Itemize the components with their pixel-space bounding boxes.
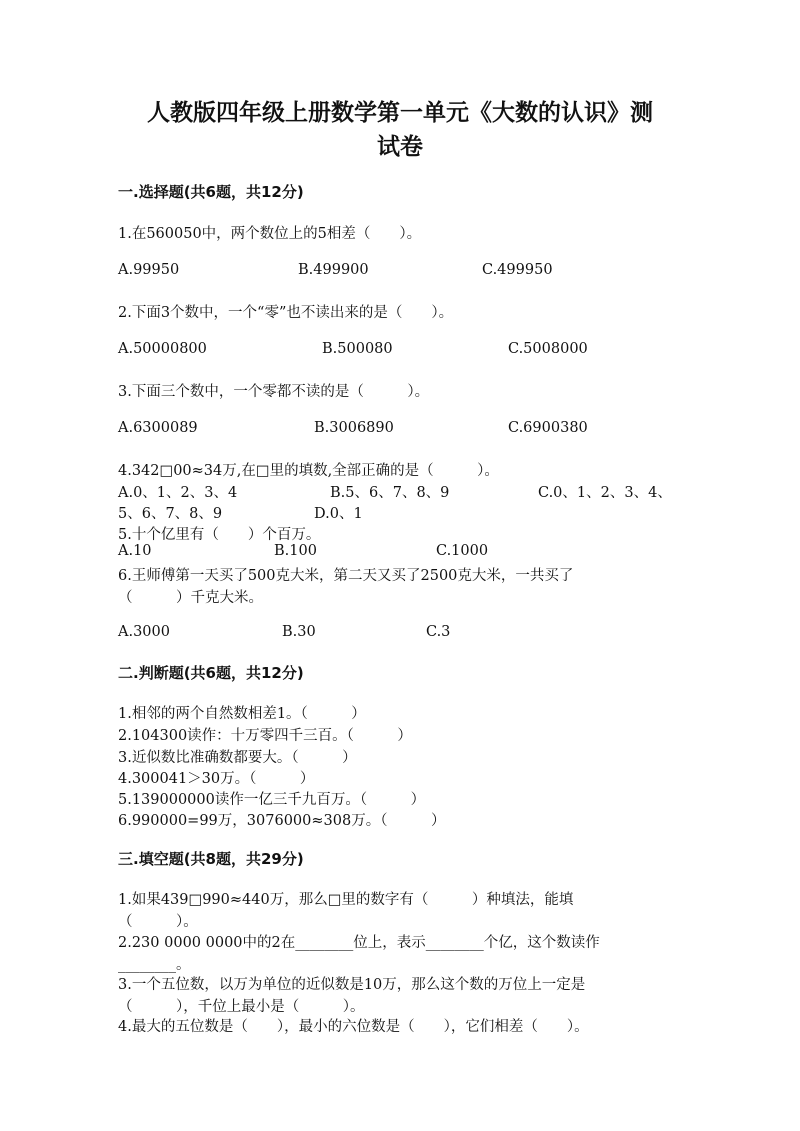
title-line-2: 试卷	[377, 133, 423, 160]
judge-item-6: 6.990000=99万，3076000≈308万。（ ）	[118, 813, 446, 829]
option-1-5-b: B.100	[274, 543, 317, 559]
judge-item-2: 2.104300读作：十万零四千三百。（ ）	[118, 728, 412, 744]
option-1-2-a: A.50000800	[118, 341, 207, 357]
judge-item-5: 5.139000000读作一亿三千九百万。（ ）	[118, 792, 426, 808]
option-1-5-c: C.1000	[436, 543, 489, 559]
page-title	[110, 96, 690, 164]
option-1-4-a: A.0、1、2、3、4	[118, 485, 238, 501]
option-1-1-c: C.499950	[482, 262, 553, 278]
option-1-3-c: C.6900380	[508, 420, 588, 436]
question-1-1: 1.在560050中，两个数位上的5相差（ ）。	[118, 226, 422, 242]
judge-item-1: 1.相邻的两个自然数相差1。（ ）	[118, 706, 366, 722]
option-1-4-c: C.0、1、2、3、4、	[538, 485, 672, 501]
fill-q3-line-1: 3.一个五位数，以万为单位的近似数是10万，那么这个数的万位上一定是	[118, 977, 586, 993]
fill-q1-line-2: （ ）。	[118, 914, 198, 930]
option-1-6-a: A.3000	[118, 624, 170, 640]
question-1-4: 4.342□00≈34万,在□里的填数,全部正确的是（ ）。	[118, 463, 499, 479]
question-1-6-line-2: （ ）千克大米。	[118, 590, 263, 606]
option-1-4-c-cont: 5、6、7、8、9	[118, 506, 223, 522]
fill-q2-line-1: 2.230 0000 0000中的2在________位上，表示________个亿，这个数读作	[118, 935, 600, 951]
judge-item-3: 3.近似数比准确数都要大。（ ）	[118, 750, 357, 766]
option-1-1-a: A.99950	[118, 262, 180, 278]
option-1-3-a: A.6300089	[118, 420, 198, 436]
fill-q4: 4.最大的五位数是（ ），最小的六位数是（ ），它们相差（ ）。	[118, 1019, 589, 1035]
judge-item-4: 4.300041＞30万。（ ）	[118, 771, 315, 787]
option-1-3-b: B.3006890	[314, 420, 394, 436]
title-line-1: 人教版四年级上册数学第一单元《大数的认识》测	[147, 99, 653, 126]
question-1-6-line-1: 6.王师傅第一天买了500克大米，第二天又买了2500克大米，一共买了	[118, 568, 574, 584]
option-1-4-b: B.5、6、7、8、9	[330, 485, 450, 501]
fill-q2-line-2: ________。	[118, 957, 191, 973]
question-1-2: 2.下面3个数中，一个“零”也不读出来的是（ ）。	[118, 305, 454, 321]
section-heading-judge: 二.判断题(共6题，共12分)	[118, 664, 304, 682]
option-1-2-c: C.5008000	[508, 341, 588, 357]
option-1-4-d: D.0、1	[314, 506, 363, 522]
fill-q1-line-1: 1.如果439□990≈440万，那么□里的数字有（ ）种填法，能填	[118, 892, 574, 908]
option-1-6-c: C.3	[426, 624, 451, 640]
option-1-1-b: B.499900	[298, 262, 369, 278]
option-1-6-b: B.30	[282, 624, 316, 640]
fill-q3-line-2: （ ），千位上最小是（ ）。	[118, 999, 365, 1015]
section-heading-choice: 一.选择题(共6题，共12分)	[118, 183, 304, 201]
option-1-2-b: B.500080	[322, 341, 393, 357]
option-1-5-a: A.10	[118, 543, 152, 559]
section-heading-fill: 三.填空题(共8题，共29分)	[118, 850, 304, 868]
question-1-5: 5.十个亿里有（ ）个百万。	[118, 527, 321, 543]
question-1-3: 3.下面三个数中，一个零都不读的是（ ）。	[118, 384, 430, 400]
